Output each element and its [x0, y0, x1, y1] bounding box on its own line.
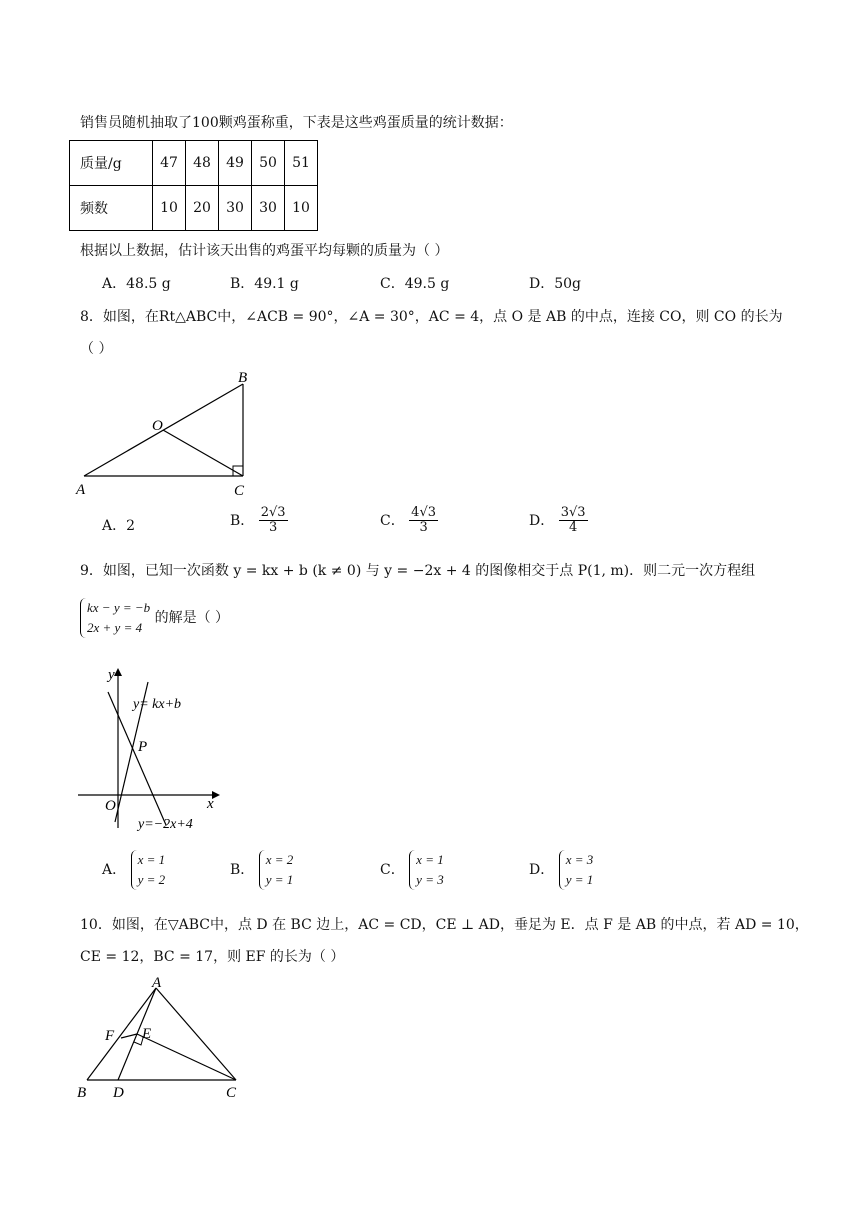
table-header-mass: 质量/g [70, 141, 153, 186]
q8-option-d[interactable] [529, 506, 588, 536]
label-line-kx-b: y= kx+b [133, 697, 182, 712]
label-c: C [234, 483, 245, 499]
option-label: D． [529, 862, 555, 879]
q9-option-a[interactable] [102, 850, 165, 890]
option-text: 50g [554, 276, 582, 292]
q7-option-d[interactable] [529, 273, 581, 293]
option-label: C． [380, 512, 405, 529]
solution-system [559, 850, 594, 890]
table-row [70, 186, 318, 231]
option-text: 48.5 g [126, 276, 171, 292]
q7-option-b[interactable] [230, 273, 299, 293]
q8-paren: （ ） [80, 341, 113, 357]
label-x-axis: x [207, 796, 214, 812]
option-label: A． [102, 518, 127, 534]
label-c: C [226, 1085, 237, 1101]
label-b: B [238, 370, 248, 386]
question-text: 的解是（ ） [154, 610, 230, 627]
solution-y: y = 3 [416, 872, 444, 888]
egg-mass-table [69, 140, 318, 231]
table-cell: 47 [153, 141, 186, 186]
question-number: 10． [80, 917, 112, 933]
denominator: 3 [269, 520, 278, 536]
q10-text [80, 914, 809, 934]
option-label: D． [529, 276, 555, 292]
label-origin: O [105, 798, 116, 814]
label-y-axis: y [108, 667, 115, 683]
q8-option-c[interactable] [380, 506, 438, 536]
table-row [70, 141, 318, 186]
numerator: 4√3 [411, 505, 436, 520]
question-number: 9． [80, 563, 103, 579]
option-text: 49.5 g [404, 276, 450, 292]
question-text: 如图，已知一次函数 y = kx + b (k ≠ 0) 与 y = −2x + 4 的图像相交于点 P(1, m)．则二元一次方程组 [102, 563, 756, 579]
q9-option-c[interactable] [380, 850, 444, 890]
q8-text [80, 306, 783, 326]
q7-option-a[interactable] [102, 273, 171, 293]
option-label: B． [230, 862, 255, 879]
table-cell: 10 [153, 186, 186, 231]
q7-intro: 销售员随机抽取了100颗鸡蛋称重，下表是这些鸡蛋质量的统计数据： [80, 115, 513, 131]
label-line-minus2x-4: y=−2x+4 [138, 817, 193, 832]
option-label: C． [380, 862, 405, 879]
solution-x: x = 2 [265, 852, 294, 867]
equation-system [80, 598, 150, 638]
denominator: 3 [419, 520, 428, 536]
solution-y: y = 1 [265, 872, 294, 888]
option-label: A． [102, 276, 127, 292]
question-text: 如图，在▽ABC中，点 D 在 BC 边上，AC = CD，CE ⊥ AD，垂足为 E．点 F 是 AB 的中点，若 AD = 10， [111, 917, 809, 933]
q7-question: 根据以上数据，估计该天出售的鸡蛋平均每颗的质量为（ ） [80, 243, 449, 259]
q9-text [80, 560, 755, 580]
table-cell: 48 [186, 141, 219, 186]
equation-2: 2x + y = 4 [87, 620, 143, 636]
option-label: A． [102, 862, 127, 879]
option-label: B． [230, 512, 255, 529]
solution-system [131, 850, 166, 890]
label-p: P [138, 739, 148, 755]
fraction [559, 506, 588, 536]
q10-text-2: CE = 12，BC = 17，则 EF 的长为（ ） [80, 949, 345, 965]
numerator: 3√3 [560, 505, 586, 520]
table-cell: 30 [219, 186, 252, 231]
label-a: A [76, 482, 86, 498]
option-label: D． [529, 512, 555, 529]
table-cell: 10 [285, 186, 318, 231]
solution-x: x = 3 [565, 852, 594, 867]
solution-system [409, 850, 444, 890]
label-o: O [152, 418, 163, 434]
label-e: E [142, 1026, 152, 1042]
table-cell: 20 [186, 186, 219, 231]
fraction [259, 506, 288, 536]
q7-option-c[interactable] [380, 273, 449, 293]
option-label: B． [230, 276, 255, 292]
question-text: 如图，在Rt△ABC中，∠ACB = 90°，∠A = 30°，AC = 4，点 O 是 AB 的中点，连接 CO，则 CO 的长为 [102, 309, 783, 325]
fraction [409, 506, 438, 536]
q9-graph-figure [70, 660, 230, 838]
label-b: B [77, 1085, 87, 1101]
table-cell: 30 [252, 186, 285, 231]
table-cell: 49 [219, 141, 252, 186]
label-f: F [105, 1028, 115, 1044]
label-d: D [113, 1085, 124, 1101]
solution-system [259, 850, 294, 890]
q10-triangle-figure [70, 976, 260, 1106]
option-text: 2 [126, 518, 136, 534]
solution-y: y = 1 [565, 872, 594, 888]
table-cell: 51 [285, 141, 318, 186]
q9-option-b[interactable] [230, 850, 293, 890]
q8-triangle-figure [70, 362, 270, 502]
option-text: 49.1 g [254, 276, 299, 292]
numerator: 2√3 [260, 505, 286, 520]
option-label: C． [380, 276, 405, 292]
q9-option-d[interactable] [529, 850, 593, 890]
denominator: 4 [568, 520, 578, 536]
solution-y: y = 2 [137, 872, 166, 888]
label-a: A [152, 976, 162, 991]
q8-option-a[interactable] [102, 515, 135, 535]
q8-option-b[interactable] [230, 506, 288, 536]
solution-x: x = 1 [416, 852, 444, 867]
q9-system-line [80, 598, 229, 638]
equation-1: kx − y = −b [87, 600, 151, 615]
table-cell: 50 [252, 141, 285, 186]
question-number: 8． [80, 309, 103, 325]
solution-x: x = 1 [137, 852, 166, 867]
table-header-frequency: 频数 [70, 186, 153, 231]
